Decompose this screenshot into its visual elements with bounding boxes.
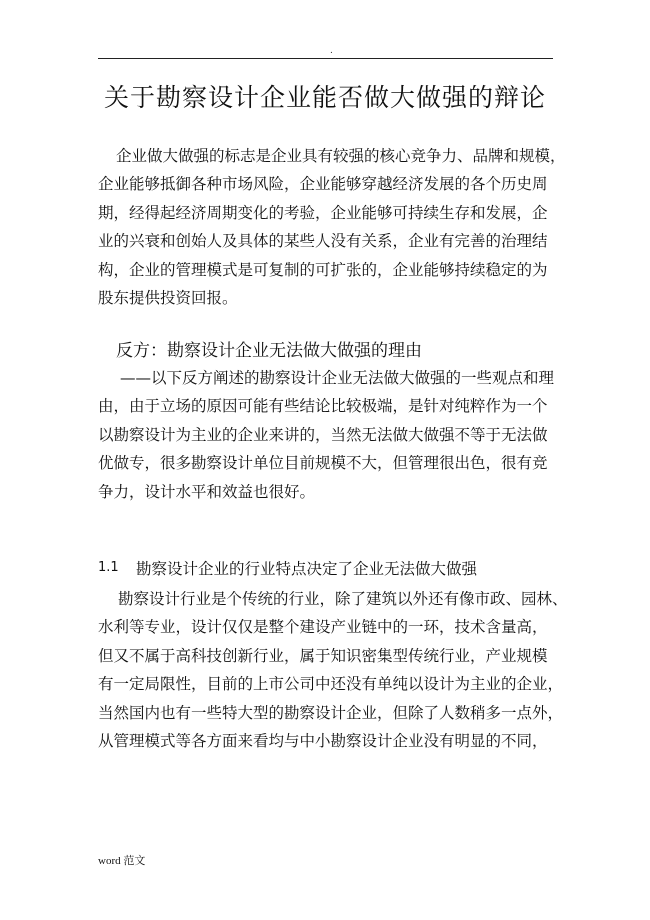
section-line: 但又不属于高科技创新行业，属于知识密集型传统行业，产业规模 — [98, 646, 548, 665]
section-line: 有一定局限性，目前的上市公司中还没有单纯以设计为主业的企业， — [98, 675, 564, 694]
opposition-line: 优做专，很多勘察设计单位目前规模不大，但管理很出色，很有竞 — [98, 454, 548, 473]
intro-line: 企业做大做强的标志是企业具有较强的核心竞争力、品牌和规模， — [116, 147, 566, 165]
intro-line: 股东提供投资回报。 — [98, 289, 238, 308]
opposition-line: 争力，设计水平和效益也很好。 — [98, 482, 316, 501]
opposition-heading: 反方：勘察设计企业无法做大做强的理由 — [116, 341, 422, 361]
intro-line: 业的兴衰和创始人及具体的某些人没有关系，企业有完善的治理结 — [98, 232, 548, 251]
section-paragraph — [98, 585, 568, 755]
intro-paragraph — [98, 142, 566, 312]
header-mark: . — [330, 46, 333, 56]
page-footer: word 范文 — [98, 855, 146, 867]
section-line: 水利等专业，设计仅仅是整个建设产业链中的一环，技术含量高， — [98, 618, 548, 637]
document-title: 关于勘察设计企业能否做大做强的辩论 — [103, 83, 546, 112]
opposition-line: 由，由于立场的原因可能有些结论比较极端，是针对纯粹作为一个 — [98, 397, 548, 416]
section-number: 1.1 — [98, 560, 119, 575]
header-rule — [98, 58, 553, 59]
section-title: 勘察设计企业的行业特点决定了企业无法做大做强 — [136, 560, 478, 578]
intro-line: 期，经得起经济周期变化的考验，企业能够可持续生存和发展，企 — [98, 203, 548, 222]
section-line: 勘察设计行业是个传统的行业，除了建筑以外还有像市政、园林、 — [118, 590, 568, 608]
intro-line: 企业能够抵御各种市场风险，企业能够穿越经济发展的各个历史周 — [98, 175, 548, 194]
opposition-paragraph — [98, 364, 560, 506]
section-line: 当然国内也有一些特大型的勘察设计企业，但除了人数稍多一点外， — [98, 703, 564, 722]
opposition-line: ——以下反方阐述的勘察设计企业无法做大做强的一些观点和理 — [120, 369, 555, 387]
section-line: 从管理模式等各方面来看均与中小勘察设计企业没有明显的不同， — [98, 732, 548, 751]
intro-line: 构，企业的管理模式是可复制的可扩张的，企业能够持续稳定的为 — [98, 260, 548, 279]
opposition-line: 以勘察设计为主业的企业来讲的，当然无法做大做强不等于无法做 — [98, 425, 548, 444]
